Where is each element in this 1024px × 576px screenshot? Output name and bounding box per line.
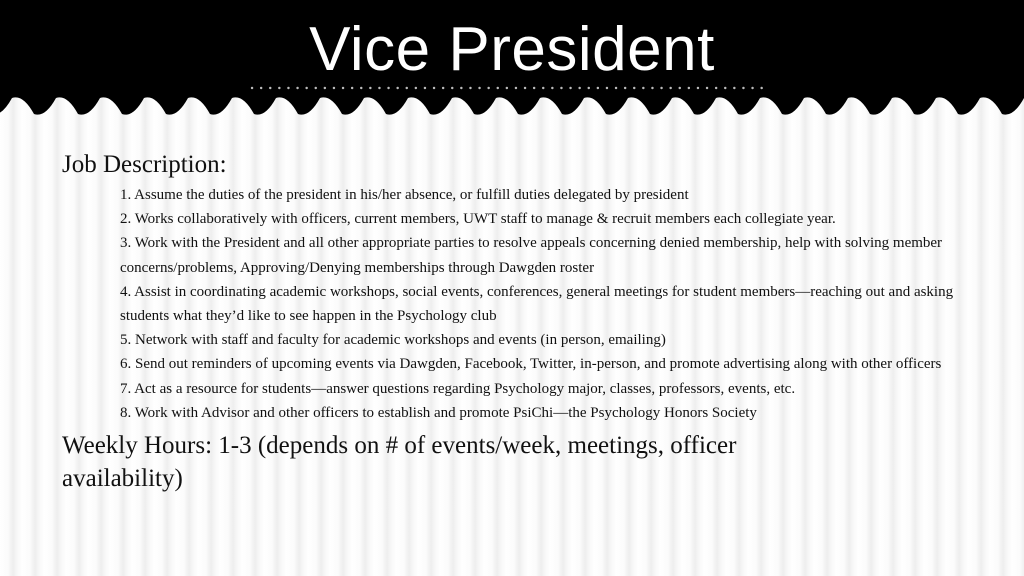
duty-item: 4. Assist in coordinating academic workshops, social events, conferences, general meetings for student members—reaching out and asking students what they’d like to see happen in the Psychology club bbox=[120, 283, 954, 325]
duty-item: 5. Network with staff and faculty for academic workshops and events (in person, emailing) bbox=[120, 332, 666, 349]
duty-item: 2. Works collaboratively with officers, current members, UWT staff to manage & recruit members each collegiate year. bbox=[120, 211, 836, 228]
job-description-heading: Job Description: bbox=[62, 151, 227, 178]
duty-item: 1. Assume the duties of the president in his/her absence, or fulfill duties delegated by president bbox=[120, 187, 689, 203]
duty-item: 6. Send out reminders of upcoming events via Dawgden, Facebook, Twitter, in-person, and promote advertising along with other officers bbox=[120, 356, 942, 373]
weekly-hours: Weekly Hours: 1-3 (depends on # of events/week, meetings, officer availability) bbox=[62, 432, 737, 493]
slide-title: Vice President bbox=[309, 15, 715, 84]
header-band bbox=[0, 0, 1024, 120]
duties-list bbox=[120, 183, 982, 425]
duty-item: 3. Work with the President and all other appropriate parties to resolve appeals concerning denied membership, help with solving member concerns/problems, Approving/Denying memberships through Dawgden roster bbox=[120, 235, 943, 276]
slide-content bbox=[62, 150, 982, 495]
duty-item: 8. Work with Advisor and other officers to establish and promote PsiChi—the Psychology Honors Society bbox=[120, 404, 757, 421]
duty-item: 7. Act as a resource for students—answer questions regarding Psychology major, classes, professors, events, etc. bbox=[120, 380, 796, 397]
